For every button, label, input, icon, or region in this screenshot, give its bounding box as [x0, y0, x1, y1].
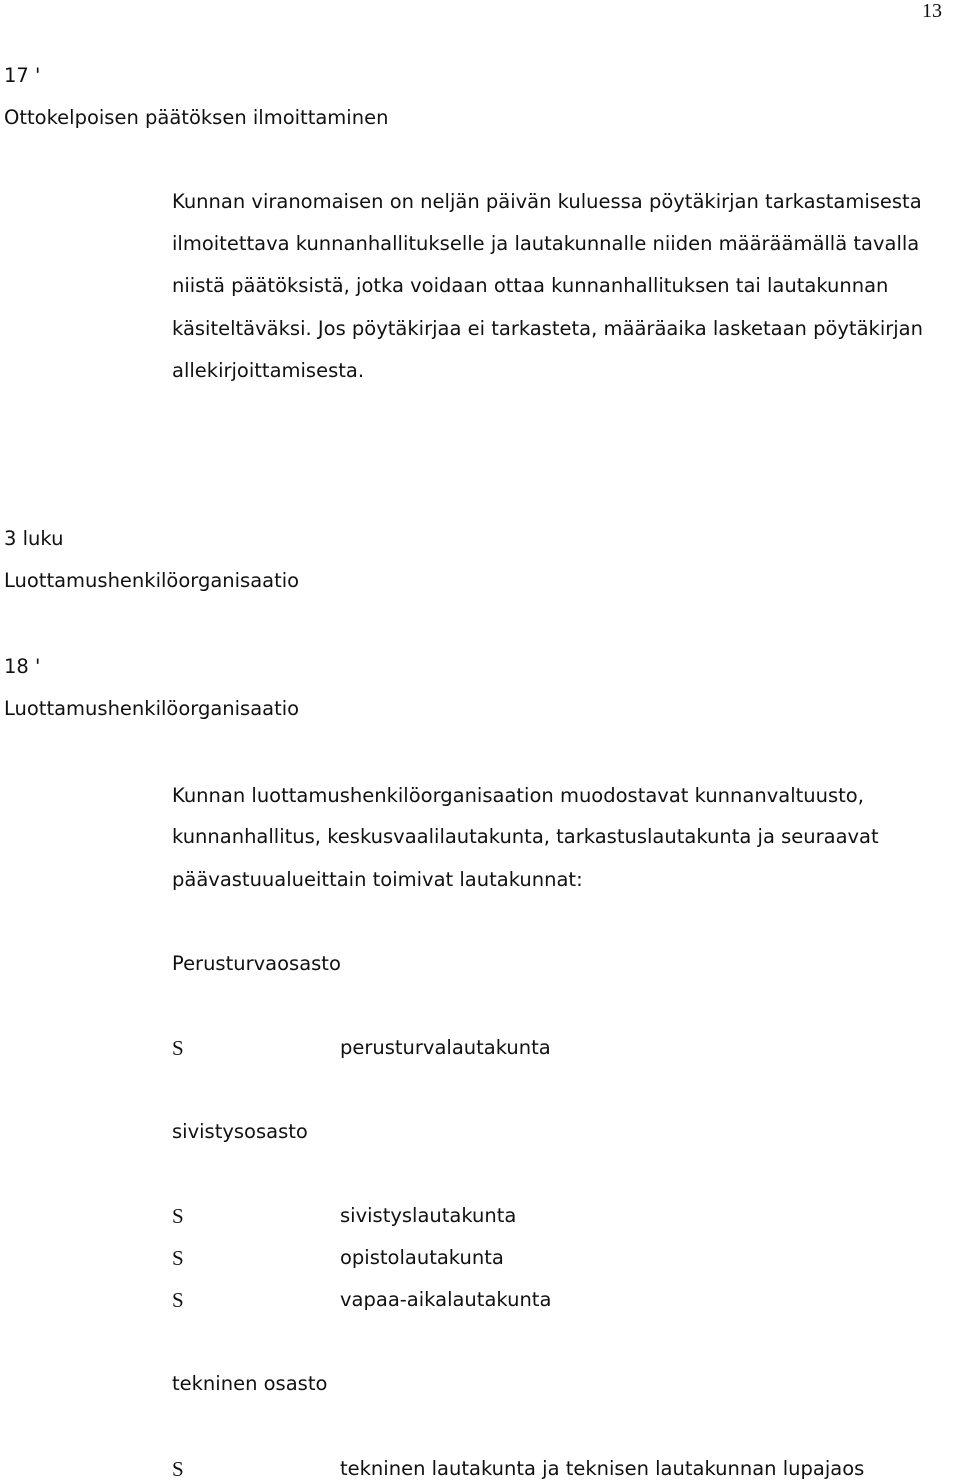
- list-item: tekninen lautakunta ja teknisen lautakunnan lupajaos: [340, 1457, 865, 1480]
- bullet-marker: S: [172, 1204, 184, 1228]
- section-18-number: 18 ': [4, 655, 41, 678]
- list-item: vapaa-aikalautakunta: [340, 1288, 552, 1311]
- chapter-heading: Luottamushenkilöorganisaatio: [4, 569, 300, 592]
- section-17-paragraph-line: Kunnan viranomaisen on neljän päivän kuluessa pöytäkirjan tarkastamisesta: [172, 190, 922, 213]
- bullet-marker: S: [172, 1288, 184, 1312]
- section-17-paragraph-line: niistä päätöksistä, jotka voidaan ottaa kunnanhallituksen tai lautakunnan: [172, 274, 889, 297]
- section-18-paragraph-line: päävastuualueittain toimivat lautakunnat:: [172, 868, 583, 891]
- section-18-heading: Luottamushenkilöorganisaatio: [4, 697, 300, 720]
- bullet-marker: S: [172, 1457, 184, 1481]
- section-18-paragraph-line: kunnanhallitus, keskusvaalilautakunta, tarkastuslautakunta ja seuraavat: [172, 825, 879, 848]
- group-title: Perusturvaosasto: [172, 952, 341, 975]
- list-item: opistolautakunta: [340, 1246, 504, 1269]
- group-title: sivistysosasto: [172, 1120, 308, 1143]
- chapter-number: 3 luku: [4, 527, 64, 550]
- list-item: sivistyslautakunta: [340, 1204, 517, 1227]
- section-17-paragraph-line: allekirjoittamisesta.: [172, 359, 365, 382]
- bullet-marker: S: [172, 1246, 184, 1270]
- section-17-paragraph-line: ilmoitettava kunnanhallitukselle ja lautakunnalle niiden määräämällä tavalla: [172, 232, 920, 255]
- section-18-paragraph-line: Kunnan luottamushenkilöorganisaation muodostavat kunnanvaltuusto,: [172, 784, 864, 807]
- page-number: 13: [922, 0, 942, 22]
- section-17-paragraph-line: käsiteltäväksi. Jos pöytäkirjaa ei tarkasteta, määräaika lasketaan pöytäkirjan: [172, 317, 923, 340]
- section-17-heading: Ottokelpoisen päätöksen ilmoittaminen: [4, 106, 389, 129]
- list-item: perusturvalautakunta: [340, 1036, 551, 1059]
- section-17-number: 17 ': [4, 64, 41, 87]
- group-title: tekninen osasto: [172, 1372, 328, 1395]
- bullet-marker: S: [172, 1036, 184, 1060]
